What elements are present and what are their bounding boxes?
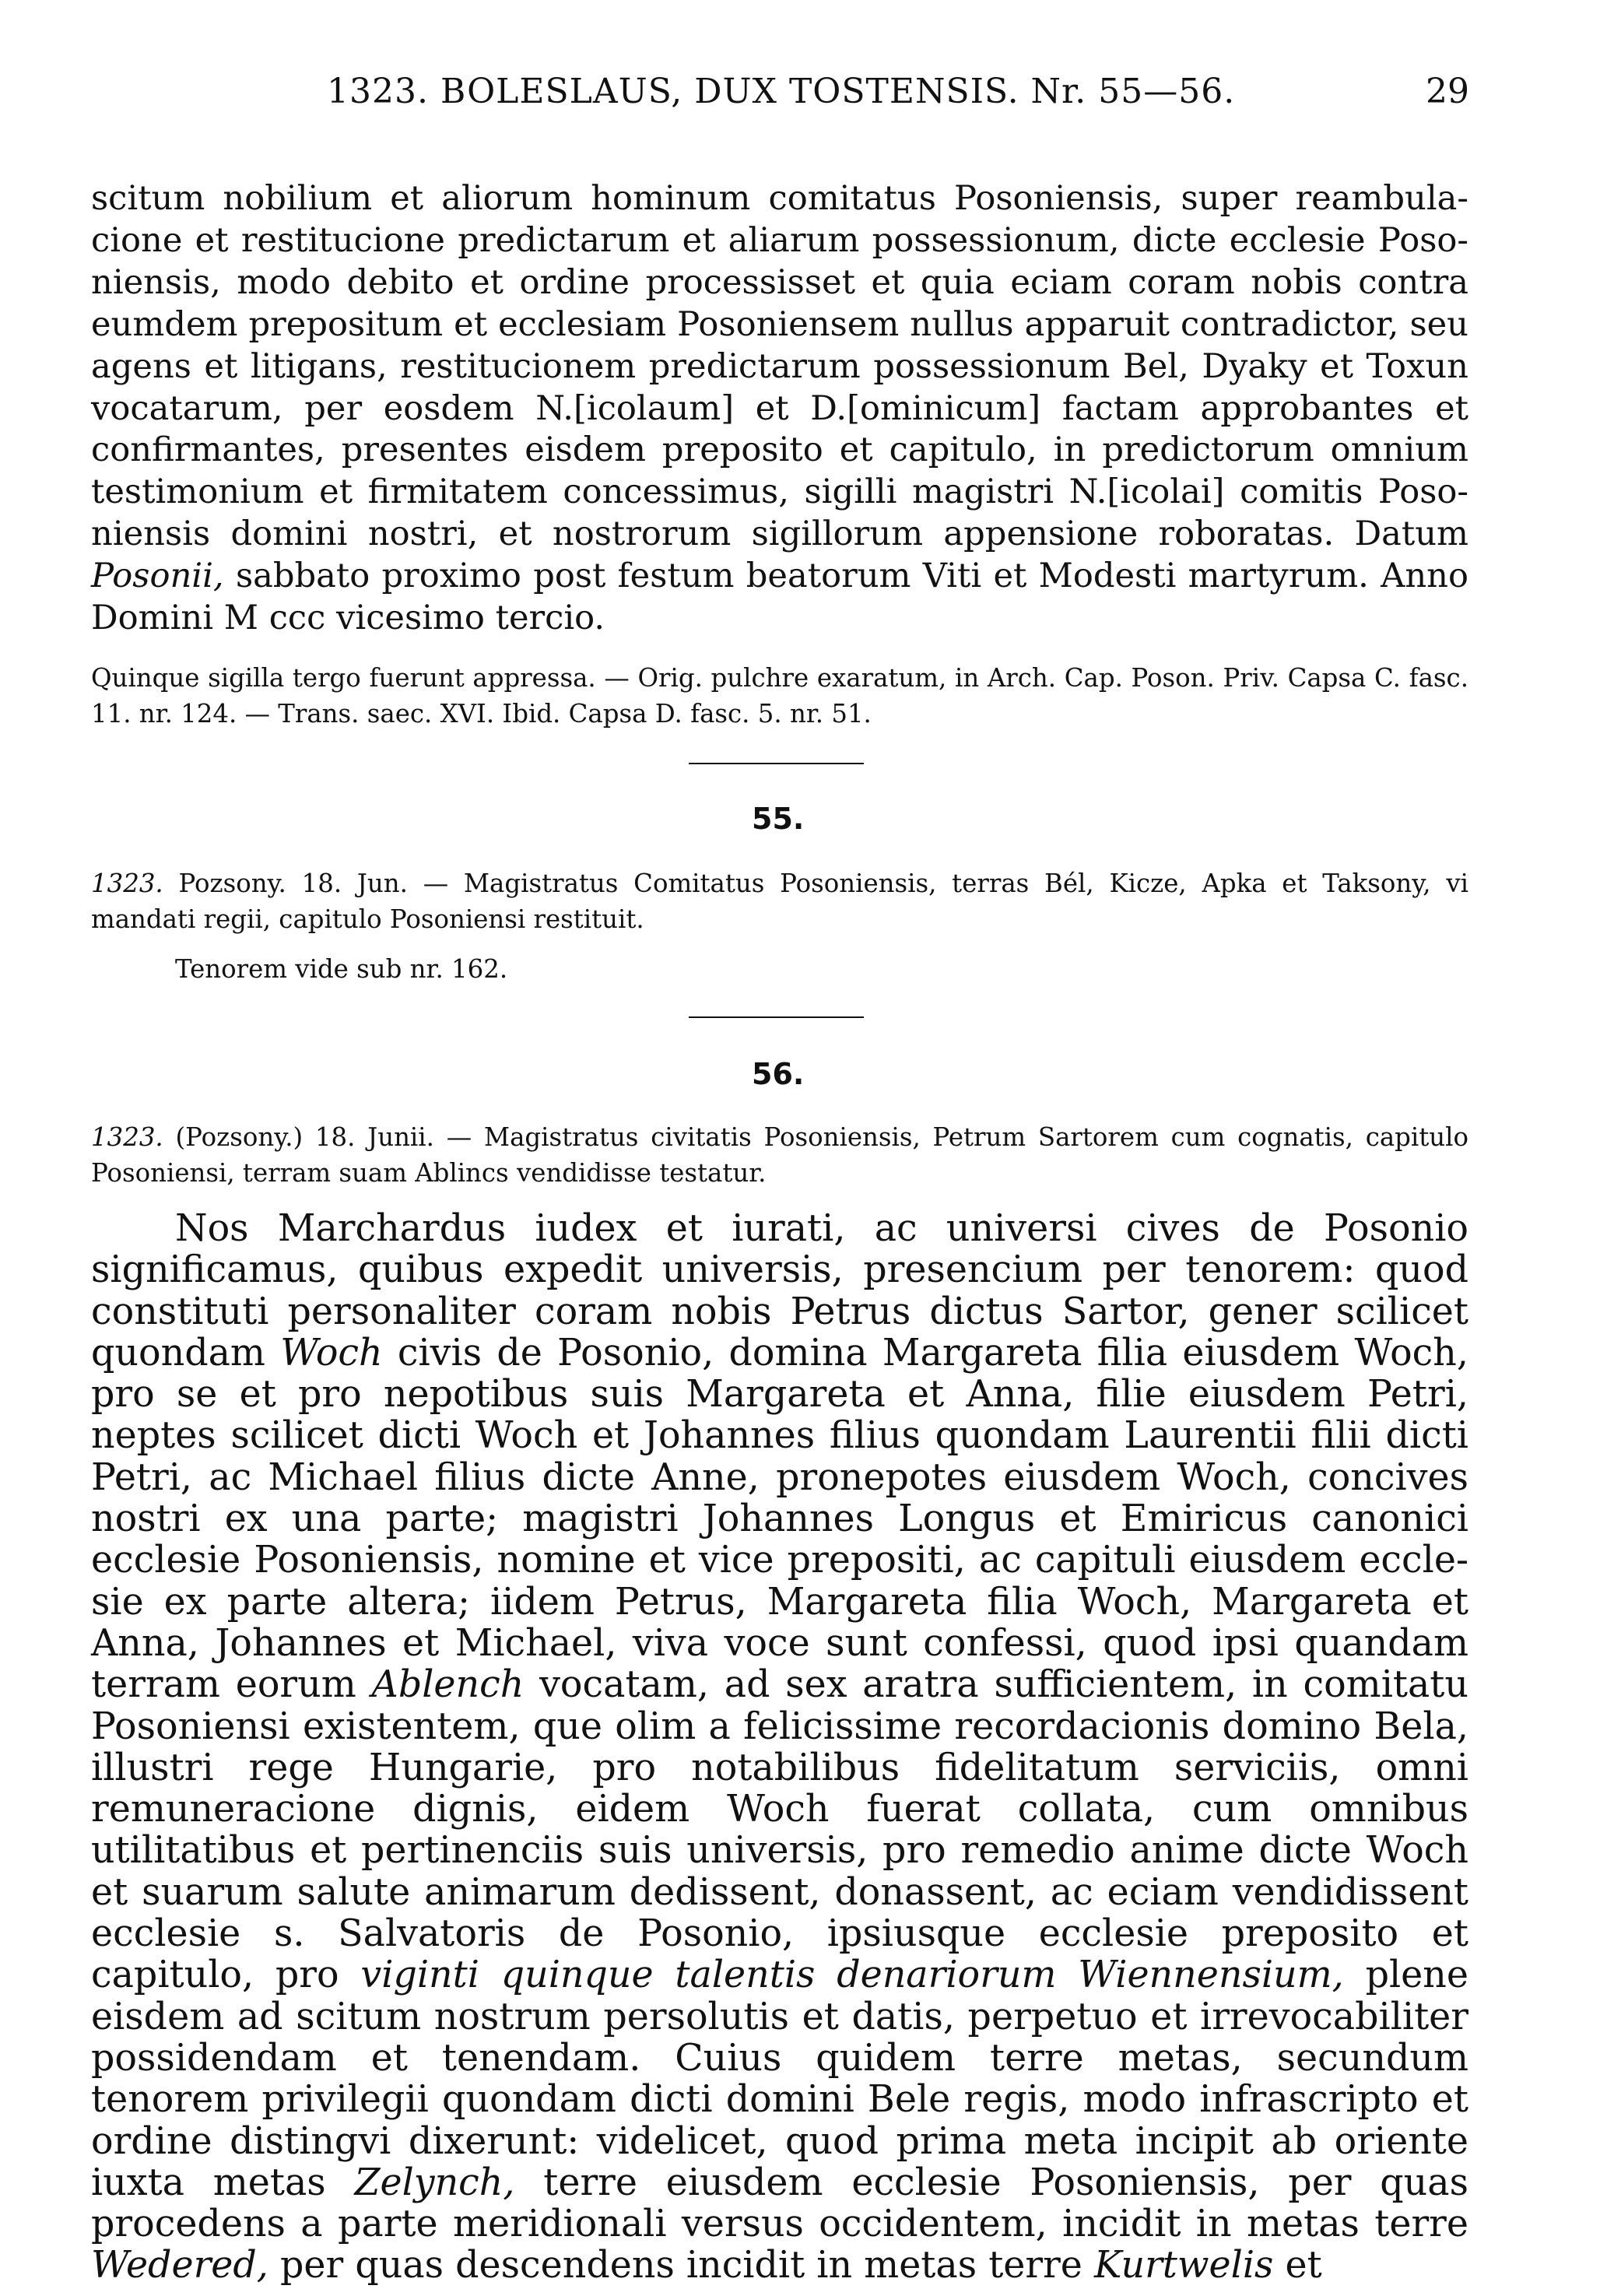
source-note: Quinque sigilla tergo fuerunt appressa. — Orig. pulchre exaratum, in Arch. Cap. Poson. Priv. Capsa C. fasc. 11. nr. 124. — Trans. saec. XVI. Ibid. Capsa D. fasc. 5. nr. 51.: [91, 663, 1468, 728]
doc-56-text-2: civis de Posonio, domina Margareta filia eiusdem Woch, pro se et pro nepotibus suis Margareta et Anna, filie eiusdem Petri, neptes scilicet dicti Woch et Johannes filius quondam Laurentii filii dicti Petri, ac Michael filius dicte Anne, pronepotes eiusdem Woch, concives nostri ex una parte; magistri Johannes Longus et Emiricus canonici ecclesie Posoniensis, nomine et vice prepositi, ac capituli eiusdem ecclesie ex parte altera; iidem Petrus, Margareta filia Woch, Margareta et Anna, Johannes et Michael, viva voce sunt confessi, quod ipsi quandam terram eorum: [91, 1331, 1468, 1707]
doc-56-text-6: per quas descendens incidit in metas terre: [280, 2244, 1082, 2287]
doc-56-summary: (Pozsony.) 18. Junii. — Magistratus civitatis Posoniensis, Petrum Sartorem cum cognatis, capitulo Posoniensi, terram suam Ablincs vendidisse testatur.: [91, 1122, 1468, 1188]
continuation-paragraph: [91, 178, 1468, 640]
doc-55-reference: Tenorem vide sub nr. 162.: [175, 954, 508, 984]
doc-56-date: 1323.: [91, 1122, 163, 1152]
doc-56-text-3: vocatam, ad sex aratra sufficientem, in comitatu Posoniensi existentem, que olim a felicissime recordacionis domino Bela, illustri rege Hungarie, pro notabilibus fidelitatum serviciis, omni remuneracione dignis, eidem Woch fuerat collata, cum omnibus utilitatibus et pertinenciis suis universis, pro remedio anime dicte Woch et suarum salute animarum dedissent, donassent, ac eciam vendidissent ecclesie s. Salvatoris de Posonio, ipsiusque ecclesie preposito et capitulo, pro: [91, 1663, 1468, 1997]
page-number: 29: [1426, 72, 1469, 111]
doc-55-regest: [91, 865, 1468, 937]
doc-56-number: 56.: [752, 1057, 805, 1091]
doc-56-name-kurtwelis: Kurtwelis: [1094, 2244, 1274, 2287]
doc-55-date: 1323.: [91, 869, 163, 898]
place-name: Posonii,: [91, 556, 224, 596]
doc-56-text-5: terre eiusdem ecclesie Posoniensis, per quas procedens a parte meridionali versus occidentem, incidit in metas terre: [91, 2161, 1468, 2246]
running-head: 1323. BOLESLAUS, DUX TOSTENSIS. Nr. 55—56.: [327, 72, 1236, 111]
doc-56-name-wedered: Wedered,: [91, 2244, 268, 2287]
section-divider: [689, 1016, 864, 1018]
doc-56-text-1: Nos Marchardus iudex et iurati, ac universi cives de Posonio significamus, quibus expedit universis, presencium per tenorem: quod constituti personaliter coram nobis Petrus dictus Sartor, gener scilicet quondam: [91, 1207, 1468, 1374]
doc-55-summary: Pozsony. 18. Jun. — Magistratus Comitatus Posoniensis, terras Bél, Kicze, Apka et Taksony, vi mandati regii, capitulo Posoniensi restituit.: [91, 869, 1469, 934]
doc-56-name-woch: Woch: [280, 1331, 383, 1374]
doc-56-price: viginti quinque talentis denariorum Wiennensium,: [360, 1954, 1344, 1997]
doc-56-text-4: plene eisdem ad scitum nostrum persolutis et datis, perpetuo et irrevocabiliter possidendam et tenendam. Cuius quidem terre metas, secundum tenorem privilegii quondam dicti domini Bele regis, modo infrascripto et ordine distingvi dixerunt: videlicet, quod prima meta incipit ab oriente iuxta metas: [91, 1954, 1468, 2204]
continuation-text-2: sabbato proximo post festum beatorum Viti et Modesti martyrum. Anno Domini M ccc vicesimo tercio.: [91, 556, 1468, 638]
section-divider: [689, 763, 864, 764]
doc-55-number: 55.: [752, 802, 805, 836]
doc-56-text: [91, 1208, 1468, 2287]
doc-56-text-7: et: [1285, 2244, 1322, 2287]
doc-56-name-zelynch: Zelynch,: [354, 2161, 515, 2204]
continuation-text-1: scitum nobilium et aliorum hominum comitatus Posoniensis, super reambulacione et restitucione predictarum et aliarum possessionum, dicte ecclesie Posoniensis, modo debito et ordine processisset et quia eciam coram nobis contra eumdem prepositum et ecclesiam Posoniensem nullus apparuit contradictor, seu agens et litigans, restitucionem predictarum possessionum Bel, Dyaky et Toxun vocatarum, per eosdem N.[icolaum] et D.[ominicum] factam approbantes et confirmantes, presentes eisdem preposito et capitulo, in predictorum omnium testimonium et firmitatem concessimus, sigilli magistri N.[icolai] comitis Posoniensis domini nostri, et nostrorum sigillorum appensione roboratas. Datum: [91, 179, 1468, 554]
doc-56-regest: [91, 1119, 1468, 1191]
doc-56-name-ablench: Ablench: [371, 1663, 525, 1707]
page-header: [0, 72, 1607, 126]
